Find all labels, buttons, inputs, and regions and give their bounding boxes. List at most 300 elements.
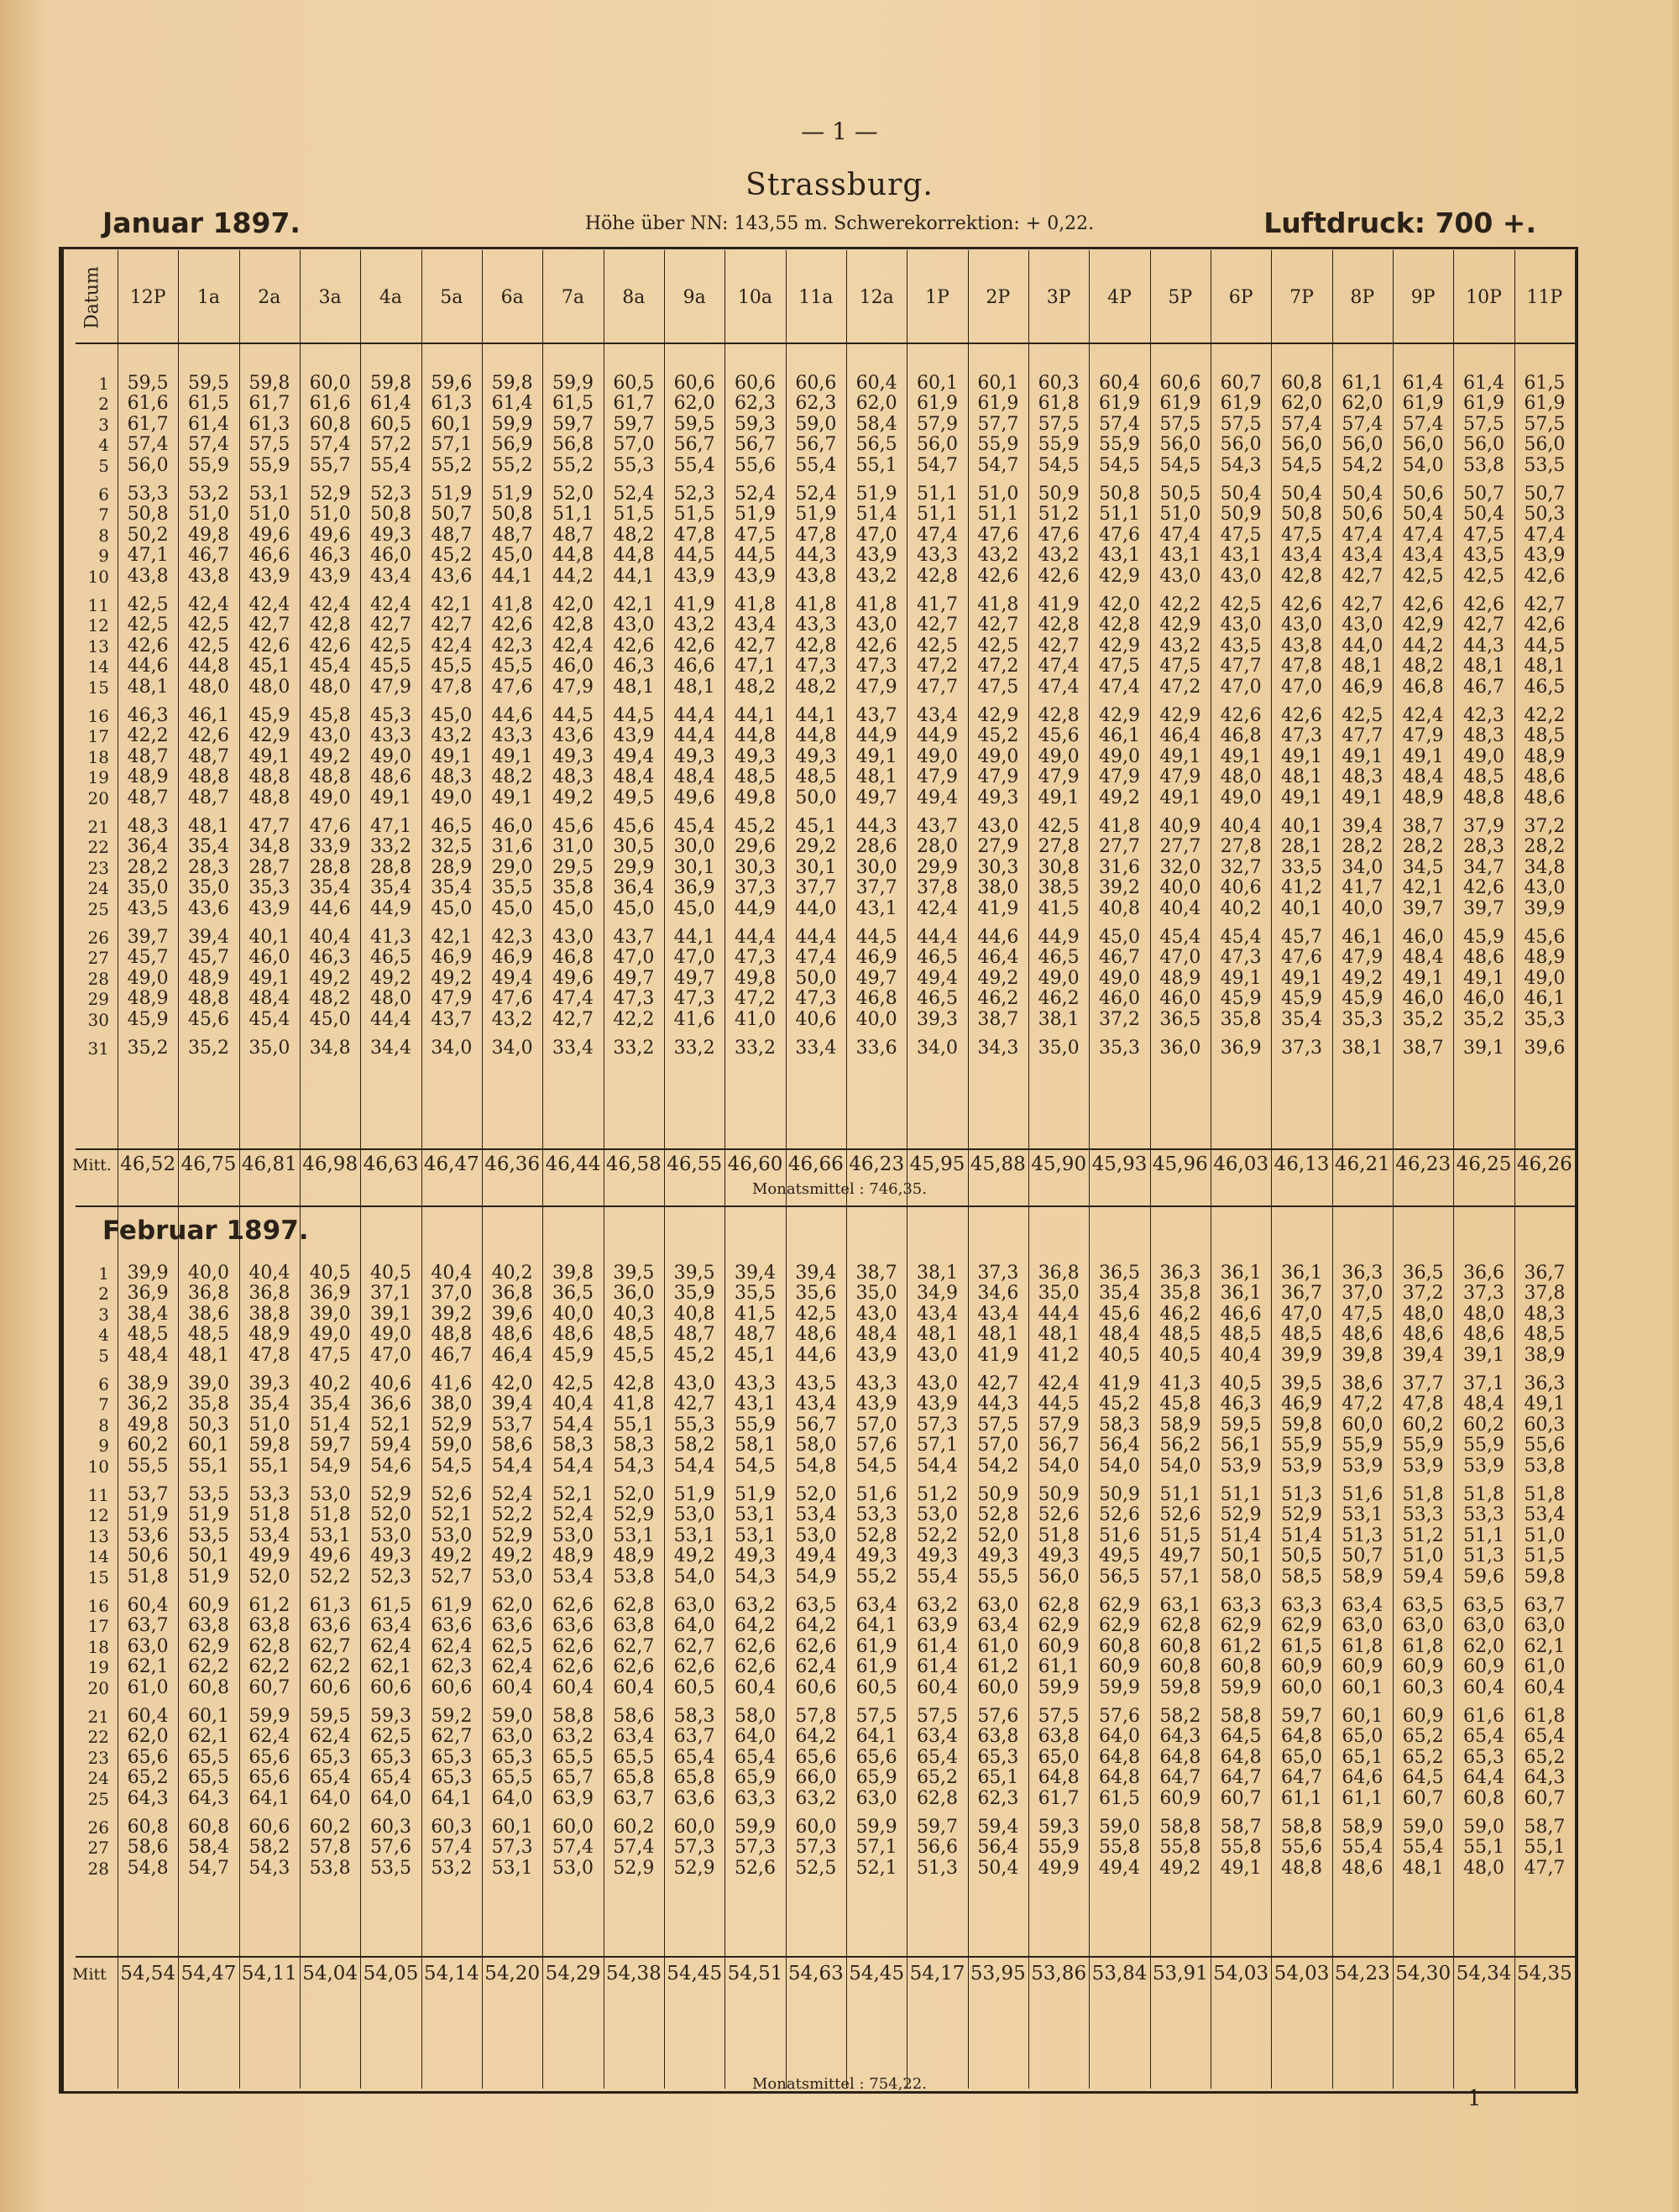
table-cell: 50,7 [1463, 484, 1504, 505]
table-cell: 36,3 [1524, 1373, 1566, 1394]
table-cell: 53,9 [1402, 1455, 1444, 1477]
table-cell: 54,6 [370, 1455, 411, 1477]
table-cell: 41,6 [431, 1373, 473, 1394]
table-cell: 36,8 [188, 1283, 229, 1305]
table-cell: 42,6 [188, 725, 229, 747]
table-cell: 53,0 [917, 1504, 958, 1526]
table-cell: 42,9 [1099, 565, 1140, 587]
table-cell: 49,4 [795, 1545, 837, 1567]
page-number: — 1 — [801, 118, 878, 145]
row-day-number: 8 [98, 525, 109, 546]
table-cell: 46,6 [673, 656, 715, 677]
table-cell: 61,5 [552, 393, 594, 415]
table-cell: 47,3 [795, 656, 837, 677]
table-cell: 47,8 [248, 1344, 290, 1366]
table-cell: 52,9 [1220, 1504, 1262, 1526]
table-cell: 35,3 [1524, 1008, 1566, 1030]
table-cell: 50,4 [1342, 484, 1383, 505]
table-cell: 58,2 [1159, 1706, 1201, 1727]
table-cell: 49,2 [309, 967, 351, 989]
table-cell: 56,0 [1159, 434, 1201, 456]
table-cell: 45,2 [673, 1344, 715, 1366]
table-cell: 49,1 [1220, 967, 1262, 989]
table-cell: 57,1 [431, 434, 473, 456]
table-cell: 54,3 [735, 1566, 776, 1587]
table-cell: 55,7 [309, 454, 351, 476]
table-cell: 63,3 [1220, 1595, 1262, 1616]
table-cell: 51,3 [1463, 1545, 1504, 1567]
table-cell: 64,7 [1220, 1767, 1262, 1789]
table-cell: 51,4 [1281, 1524, 1322, 1546]
table-cell: 43,9 [855, 1394, 897, 1415]
table-cell: 64,3 [1159, 1726, 1201, 1748]
table-cell: 45,9 [1463, 927, 1504, 948]
table-cell: 60,0 [309, 373, 351, 394]
table-cell: 63,8 [248, 1615, 290, 1637]
table-cell: 61,4 [917, 1656, 958, 1678]
table-cell: 57,8 [309, 1837, 351, 1859]
mitt-value: 46,66 [787, 1153, 844, 1175]
table-cell: 42,4 [248, 594, 290, 615]
table-cell: 40,4 [1220, 1344, 1262, 1366]
table-cell: 54,5 [1159, 454, 1201, 476]
table-cell: 57,3 [795, 1837, 837, 1859]
table-cell: 63,5 [1402, 1595, 1444, 1616]
table-cell: 49,1 [1342, 745, 1383, 767]
row-day-number: 11 [87, 595, 109, 615]
table-cell: 61,5 [1524, 373, 1566, 394]
table-cell: 40,6 [795, 1008, 837, 1030]
table-cell: 55,6 [735, 454, 776, 476]
table-cell: 46,0 [1402, 927, 1444, 948]
table-cell: 58,9 [1342, 1817, 1383, 1838]
table-cell: 49,2 [1342, 967, 1383, 989]
table-cell: 60,3 [370, 1817, 411, 1838]
table-cell: 28,2 [1342, 836, 1383, 858]
table-cell: 57,4 [188, 434, 229, 456]
table-cell: 43,6 [431, 565, 473, 587]
table-cell: 51,1 [977, 504, 1019, 526]
mitt-value: 45,88 [970, 1153, 1026, 1175]
table-cell: 62,0 [673, 393, 715, 415]
table-cell: 54,4 [552, 1414, 594, 1435]
table-cell: 44,8 [735, 725, 776, 747]
row-day-number: 19 [87, 1657, 109, 1678]
table-cell: 65,4 [370, 1767, 411, 1789]
table-cell: 52,0 [795, 1484, 837, 1505]
table-cell: 50,0 [795, 787, 837, 808]
table-cell: 61,8 [1342, 1635, 1383, 1657]
table-cell: 57,4 [127, 434, 169, 456]
table-cell: 44,4 [917, 927, 958, 948]
table-cell: 42,4 [370, 594, 411, 615]
table-cell: 53,1 [491, 1857, 533, 1879]
table-cell: 43,9 [248, 897, 290, 919]
table-cell: 56,7 [735, 434, 776, 456]
table-cell: 42,7 [248, 614, 290, 636]
table-cell: 35,8 [1220, 1008, 1262, 1030]
table-cell: 56,0 [1342, 434, 1383, 456]
table-cell: 48,5 [613, 1324, 655, 1346]
table-cell: 37,2 [1099, 1008, 1140, 1030]
hour-header: 6P [1228, 287, 1253, 308]
table-cell: 58,4 [188, 1837, 229, 1859]
table-cell: 57,6 [1099, 1706, 1140, 1727]
table-cell: 45,5 [370, 656, 411, 677]
table-cell: 41,7 [917, 594, 958, 615]
table-cell: 55,9 [1342, 1435, 1383, 1456]
table-cell: 65,3 [491, 1746, 533, 1768]
table-cell: 61,9 [1099, 393, 1140, 415]
table-cell: 53,8 [1524, 1455, 1566, 1477]
table-cell: 39,9 [127, 1263, 169, 1284]
table-cell: 46,4 [977, 947, 1019, 969]
table-cell: 64,0 [309, 1787, 351, 1809]
table-cell: 37,7 [855, 877, 897, 899]
hour-header: 11a [798, 287, 834, 308]
table-cell: 43,0 [855, 1303, 897, 1325]
table-cell: 49,2 [431, 1545, 473, 1567]
table-cell: 46,0 [1159, 988, 1201, 1010]
table-cell: 58,2 [248, 1837, 290, 1859]
table-cell: 60,8 [127, 1817, 169, 1838]
table-cell: 60,1 [977, 373, 1019, 394]
table-cell: 42,8 [1038, 705, 1080, 726]
row-day-number: 19 [87, 767, 109, 788]
table-cell: 48,3 [1524, 1303, 1566, 1325]
table-cell: 59,6 [1463, 1566, 1504, 1587]
table-cell: 42,9 [1159, 614, 1201, 636]
table-cell: 62,3 [735, 393, 776, 415]
table-cell: 44,8 [613, 545, 655, 567]
table-cell: 40,3 [613, 1303, 655, 1325]
table-cell: 42,7 [977, 1373, 1019, 1394]
table-cell: 40,2 [309, 1373, 351, 1394]
mitt-value: 53,86 [1031, 1963, 1087, 1985]
table-cell: 47,9 [917, 766, 958, 788]
hour-header: 7a [561, 287, 585, 308]
table-cell: 66,0 [795, 1767, 837, 1789]
table-cell: 40,5 [1099, 1344, 1140, 1366]
table-cell: 35,4 [309, 877, 351, 899]
table-cell: 52,4 [735, 484, 776, 505]
table-cell: 38,1 [917, 1263, 958, 1284]
table-cell: 36,1 [1220, 1263, 1262, 1284]
table-cell: 42,4 [1402, 705, 1444, 726]
table-cell: 48,6 [1524, 787, 1566, 808]
table-cell: 31,6 [491, 836, 533, 858]
table-cell: 42,6 [1463, 594, 1504, 615]
table-cell: 46,6 [1220, 1303, 1262, 1325]
table-cell: 50,4 [1463, 504, 1504, 526]
table-cell: 43,0 [673, 1373, 715, 1394]
table-cell: 50,4 [1220, 484, 1262, 505]
table-cell: 63,3 [735, 1787, 776, 1809]
table-cell: 59,2 [431, 1706, 473, 1727]
mitt-value: 54,14 [423, 1963, 479, 1985]
table-cell: 49,2 [1159, 1857, 1201, 1879]
table-cell: 42,9 [1402, 614, 1444, 636]
table-cell: 34,8 [248, 836, 290, 858]
table-cell: 44,6 [127, 656, 169, 677]
table-cell: 61,1 [1342, 1787, 1383, 1809]
mitt-value: 54,03 [1274, 1963, 1330, 1985]
table-cell: 49,1 [491, 787, 533, 808]
table-cell: 46,8 [1220, 725, 1262, 747]
table-cell: 35,4 [431, 877, 473, 899]
table-cell: 33,4 [552, 1038, 594, 1059]
table-cell: 60,3 [1524, 1414, 1566, 1435]
table-cell: 62,8 [1038, 1595, 1080, 1616]
table-cell: 43,8 [127, 565, 169, 587]
table-cell: 60,4 [127, 1706, 169, 1727]
table-cell: 28,3 [1463, 836, 1504, 858]
table-cell: 42,1 [613, 594, 655, 615]
table-cell: 57,4 [552, 1837, 594, 1859]
row-day-number: 14 [87, 1546, 109, 1567]
table-cell: 44,3 [795, 545, 837, 567]
table-cell: 49,2 [370, 967, 411, 989]
table-cell: 49,1 [1281, 787, 1322, 808]
table-cell: 48,9 [1402, 787, 1444, 808]
table-cell: 48,8 [188, 766, 229, 788]
table-cell: 53,7 [127, 1484, 169, 1505]
table-cell: 52,9 [673, 1857, 715, 1879]
table-cell: 53,1 [735, 1524, 776, 1546]
table-cell: 59,8 [1159, 1676, 1201, 1698]
table-cell: 64,2 [795, 1726, 837, 1748]
table-cell: 42,5 [917, 635, 958, 656]
table-cell: 36,6 [370, 1394, 411, 1415]
mitt-value: 46,75 [180, 1153, 237, 1175]
table-cell: 43,5 [1463, 545, 1504, 567]
mitt-value: 54,29 [545, 1963, 601, 1985]
table-cell: 57,1 [855, 1837, 897, 1859]
mitt-rule-januar [76, 1148, 1575, 1150]
table-cell: 44,3 [1463, 635, 1504, 656]
table-cell: 42,6 [977, 565, 1019, 587]
table-cell: 55,1 [188, 1455, 229, 1477]
table-cell: 42,6 [1524, 565, 1566, 587]
table-cell: 63,0 [1342, 1615, 1383, 1637]
table-cell: 52,4 [613, 484, 655, 505]
row-day-number: 31 [87, 1038, 109, 1059]
table-cell: 39,2 [431, 1303, 473, 1325]
table-cell: 50,8 [491, 504, 533, 526]
table-cell: 47,0 [370, 1344, 411, 1366]
table-cell: 61,6 [309, 393, 351, 415]
table-cell: 57,0 [855, 1414, 897, 1435]
table-cell: 48,1 [613, 676, 655, 698]
table-cell: 47,0 [855, 524, 897, 546]
table-cell: 51,8 [1463, 1484, 1504, 1505]
table-cell: 41,3 [1159, 1373, 1201, 1394]
table-cell: 48,7 [188, 787, 229, 808]
table-cell: 42,7 [917, 614, 958, 636]
table-cell: 54,5 [1038, 454, 1080, 476]
monatsmittel-februar: Monatsmittel : 754,22. [752, 2075, 927, 2093]
table-cell: 51,9 [188, 1504, 229, 1526]
table-cell: 48,9 [552, 1545, 594, 1567]
month-title-januar: Januar 1897. [102, 207, 301, 239]
table-cell: 61,1 [1342, 373, 1383, 394]
table-cell: 47,5 [1463, 524, 1504, 546]
table-cell: 50,9 [977, 1484, 1019, 1505]
table-cell: 47,0 [1159, 947, 1201, 969]
table-cell: 52,3 [673, 484, 715, 505]
table-cell: 61,4 [1402, 373, 1444, 394]
table-cell: 48,0 [1220, 766, 1262, 788]
table-cell: 65,4 [1463, 1726, 1504, 1748]
table-cell: 50,8 [1281, 504, 1322, 526]
table-cell: 56,0 [1038, 1566, 1080, 1587]
table-cell: 61,4 [188, 413, 229, 435]
mitt-value: 45,93 [1091, 1153, 1148, 1175]
table-cell: 55,8 [1099, 1837, 1140, 1859]
table-cell: 50,8 [370, 504, 411, 526]
table-cell: 44,1 [795, 705, 837, 726]
table-cell: 54,3 [1220, 454, 1262, 476]
table-cell: 41,6 [673, 1008, 715, 1030]
table-cell: 44,6 [309, 897, 351, 919]
table-cell: 50,8 [1099, 484, 1140, 505]
table-cell: 58,9 [1159, 1414, 1201, 1435]
table-cell: 42,8 [1038, 614, 1080, 636]
mitt-value: 54,63 [787, 1963, 844, 1985]
table-cell: 37,1 [370, 1283, 411, 1305]
table-cell: 36,3 [1342, 1263, 1383, 1284]
table-cell: 61,9 [917, 393, 958, 415]
table-cell: 48,9 [127, 988, 169, 1010]
table-cell: 58,6 [491, 1435, 533, 1456]
table-cell: 27,7 [1159, 836, 1201, 858]
table-cell: 45,1 [795, 816, 837, 837]
table-cell: 29,2 [795, 836, 837, 858]
table-cell: 42,7 [673, 1394, 715, 1415]
table-cell: 44,5 [855, 927, 897, 948]
row-day-number: 1 [98, 374, 109, 394]
table-cell: 56,1 [1220, 1435, 1262, 1456]
table-cell: 60,5 [855, 1676, 897, 1698]
table-cell: 47,4 [795, 947, 837, 969]
table-cell: 43,9 [917, 1394, 958, 1415]
table-cell: 47,2 [917, 656, 958, 677]
table-cell: 42,7 [735, 635, 776, 656]
table-cell: 51,9 [855, 484, 897, 505]
table-cell: 65,6 [127, 1746, 169, 1768]
table-cell: 33,5 [1281, 856, 1322, 878]
table-cell: 40,2 [1220, 897, 1262, 919]
table-cell: 43,0 [977, 816, 1019, 837]
table-cell: 61,9 [1463, 393, 1504, 415]
table-cell: 49,0 [1524, 967, 1566, 989]
table-cell: 47,4 [1038, 676, 1080, 698]
table-cell: 40,4 [431, 1263, 473, 1284]
table-cell: 53,4 [795, 1504, 837, 1526]
table-cell: 57,6 [855, 1435, 897, 1456]
table-cell: 48,7 [673, 1324, 715, 1346]
table-cell: 40,9 [1159, 816, 1201, 837]
table-cell: 51,3 [1342, 1524, 1383, 1546]
table-cell: 34,3 [977, 1038, 1019, 1059]
table-cell: 59,8 [248, 373, 290, 394]
table-cell: 42,7 [370, 614, 411, 636]
table-cell: 44,5 [552, 705, 594, 726]
table-cell: 45,2 [431, 545, 473, 567]
table-cell: 62,8 [613, 1595, 655, 1616]
table-cell: 54,0 [1099, 1455, 1140, 1477]
hour-header: 6a [500, 287, 524, 308]
table-cell: 48,0 [1463, 1857, 1504, 1879]
table-cell: 60,0 [552, 1817, 594, 1838]
table-cell: 60,4 [917, 1676, 958, 1698]
table-cell: 46,3 [309, 947, 351, 969]
table-cell: 56,8 [552, 434, 594, 456]
table-cell: 64,0 [673, 1615, 715, 1637]
table-cell: 27,7 [1099, 836, 1140, 858]
table-cell: 43,0 [1281, 614, 1322, 636]
table-cell: 63,5 [1463, 1595, 1504, 1616]
table-cell: 63,0 [1524, 1615, 1566, 1637]
table-cell: 59,9 [735, 1817, 776, 1838]
table-cell: 42,5 [977, 635, 1019, 656]
table-cell: 46,1 [1342, 927, 1383, 948]
table-cell: 49,0 [917, 745, 958, 767]
table-cell: 64,1 [431, 1787, 473, 1809]
table-cell: 42,3 [491, 635, 533, 656]
table-cell: 62,0 [1342, 393, 1383, 415]
table-cell: 53,9 [1463, 1455, 1504, 1477]
table-cell: 40,0 [552, 1303, 594, 1325]
row-day-number: 6 [98, 484, 109, 505]
table-cell: 48,9 [613, 1545, 655, 1567]
table-cell: 42,6 [1463, 877, 1504, 899]
table-cell: 60,6 [431, 1676, 473, 1698]
hour-header: 3a [318, 287, 342, 308]
table-cell: 32,0 [1159, 856, 1201, 878]
table-cell: 40,1 [1281, 816, 1322, 837]
table-cell: 36,4 [127, 836, 169, 858]
table-cell: 55,2 [491, 454, 533, 476]
table-cell: 46,1 [1524, 988, 1566, 1010]
table-cell: 45,7 [1281, 927, 1322, 948]
table-cell: 57,2 [370, 434, 411, 456]
table-cell: 61,4 [370, 393, 411, 415]
table-cell: 62,1 [370, 1656, 411, 1678]
table-cell: 42,8 [1099, 614, 1140, 636]
table-cell: 60,9 [1463, 1656, 1504, 1678]
table-cell: 46,9 [855, 947, 897, 969]
table-cell: 55,4 [917, 1566, 958, 1587]
table-cell: 43,9 [735, 565, 776, 587]
table-cell: 49,1 [1463, 967, 1504, 989]
table-cell: 64,5 [1402, 1767, 1444, 1789]
table-cell: 47,8 [795, 524, 837, 546]
table-cell: 49,7 [855, 787, 897, 808]
table-cell: 52,7 [431, 1566, 473, 1587]
table-cell: 61,9 [1220, 393, 1262, 415]
table-cell: 63,8 [1038, 1726, 1080, 1748]
table-cell: 53,4 [248, 1524, 290, 1546]
table-cell: 35,2 [188, 1038, 229, 1059]
table-cell: 27,9 [977, 836, 1019, 858]
table-cell: 48,0 [370, 988, 411, 1010]
table-cell: 60,5 [613, 373, 655, 394]
table-cell: 58,3 [1099, 1414, 1140, 1435]
table-cell: 34,0 [431, 1038, 473, 1059]
table-cell: 50,3 [188, 1414, 229, 1435]
table-cell: 56,0 [1524, 434, 1566, 456]
